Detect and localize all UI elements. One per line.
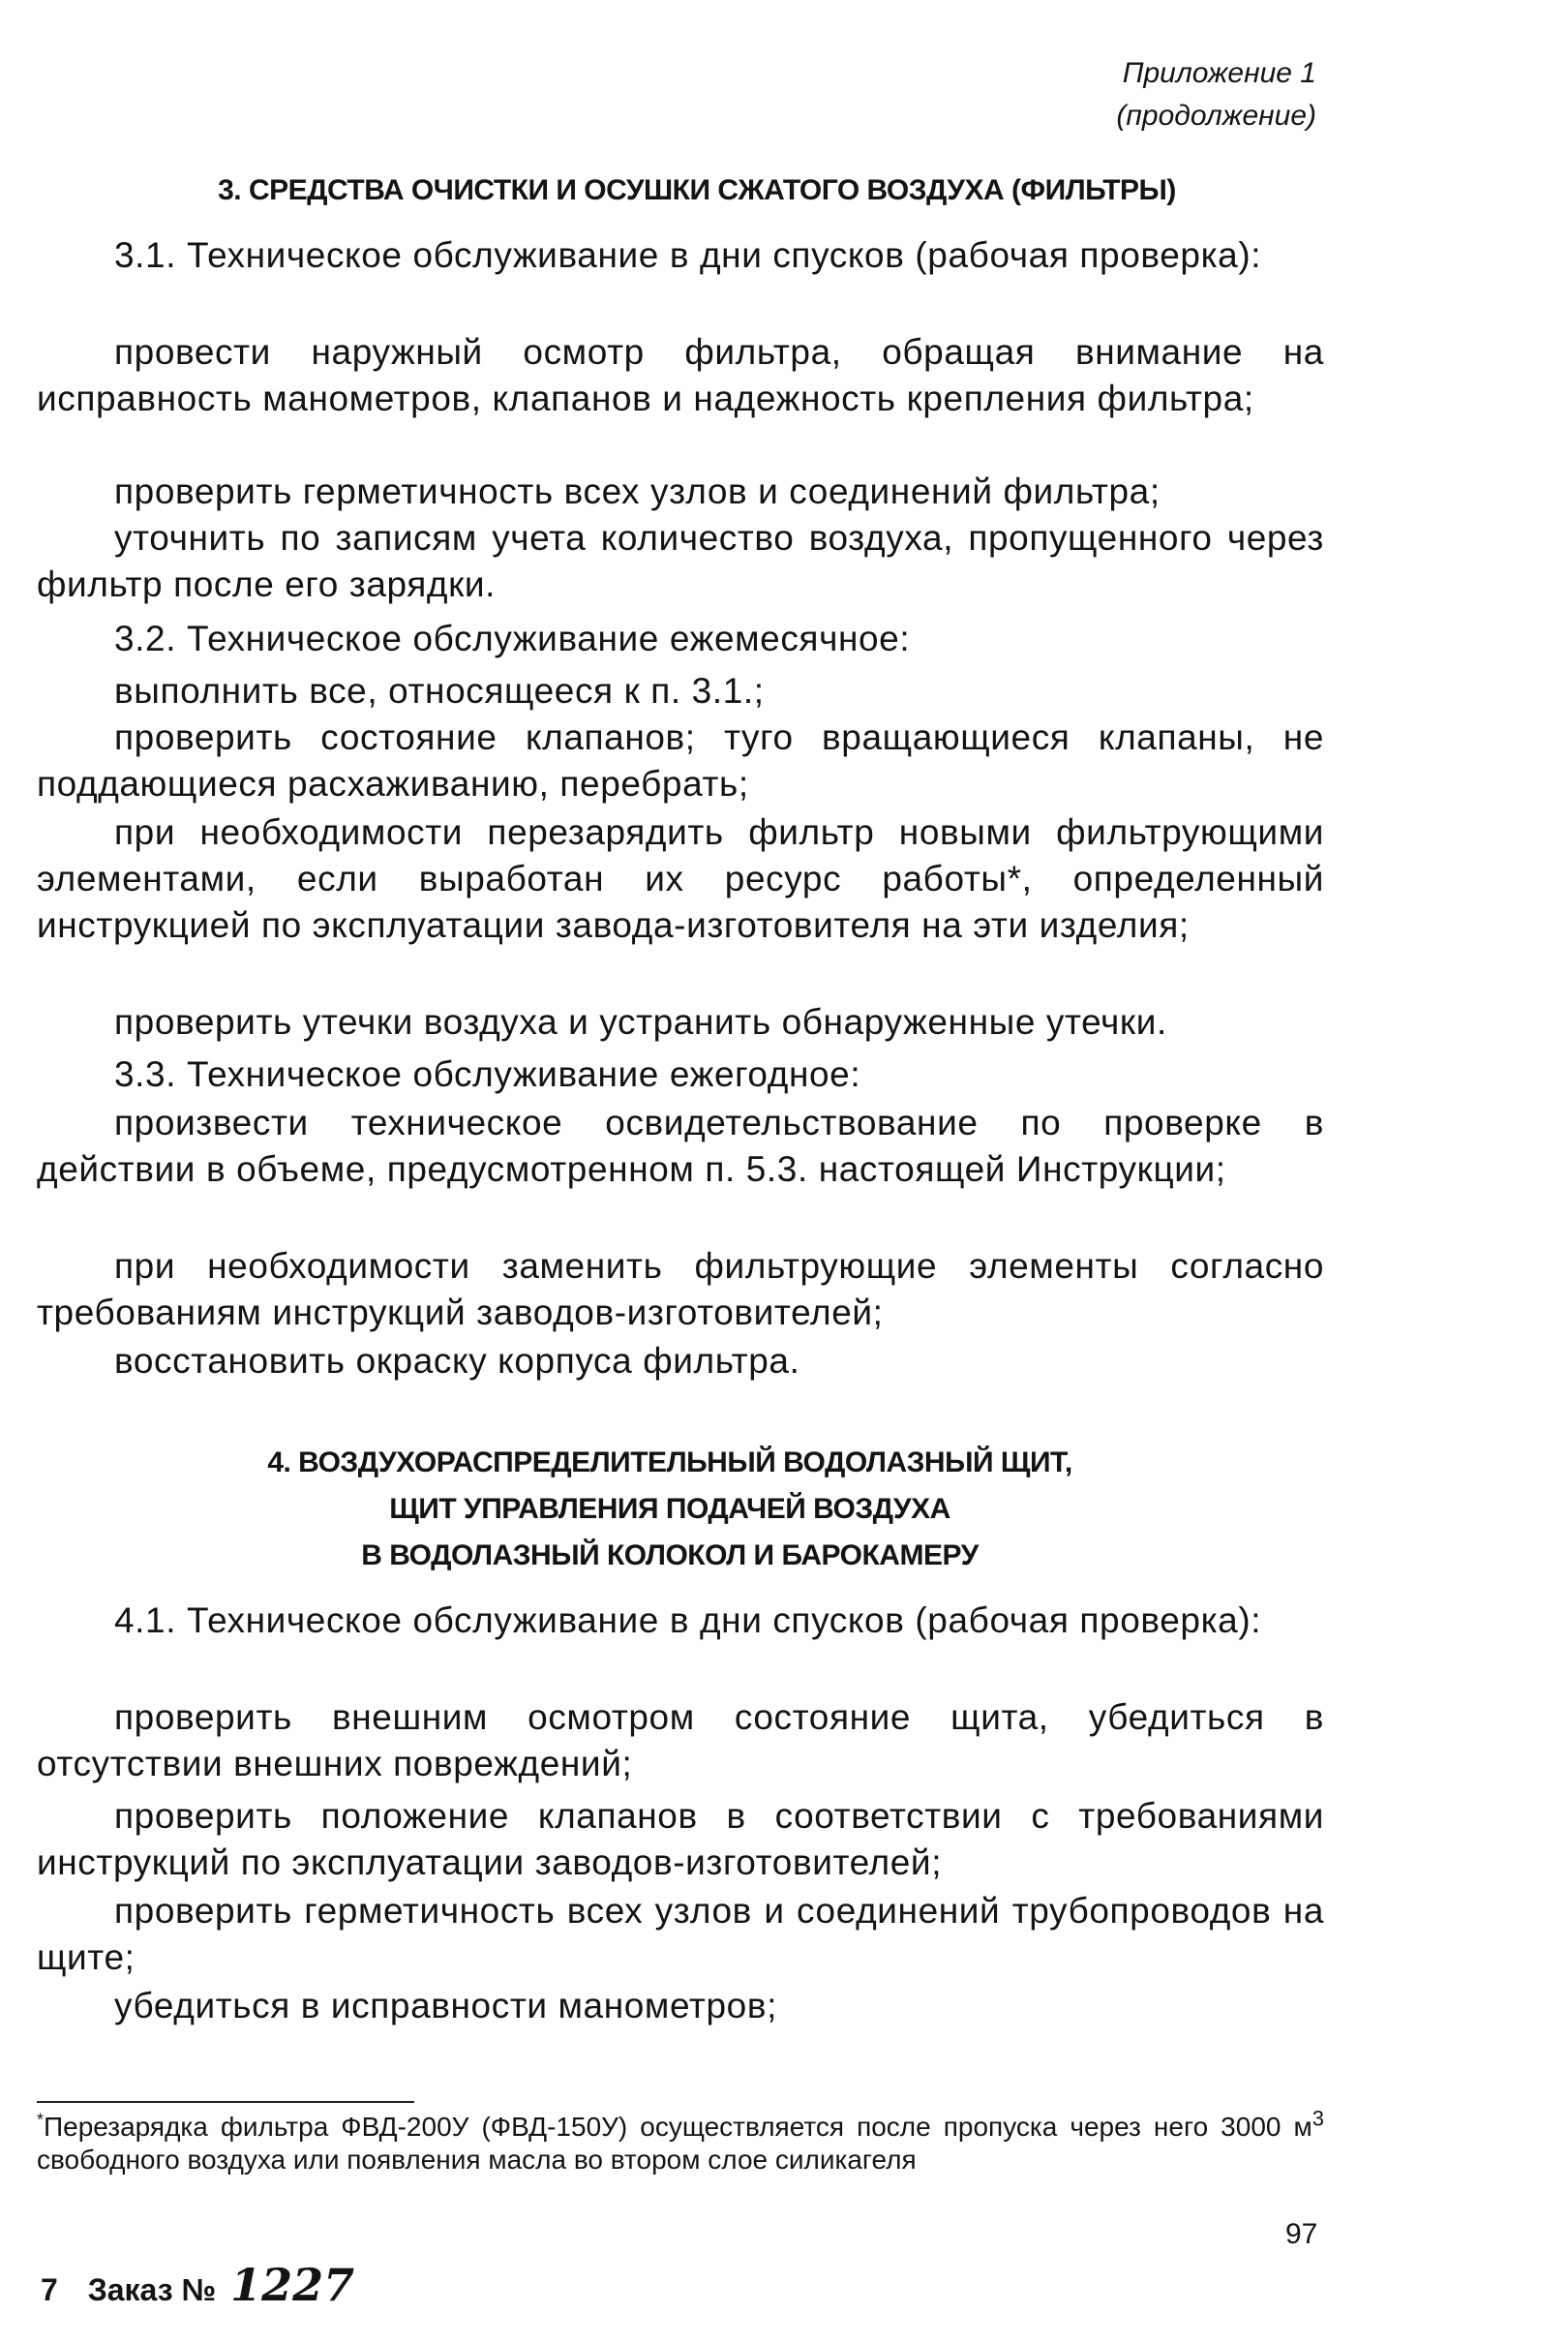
footnote-text-part2: свободного воздуха или появления масла во втором слое силикагеля: [37, 2145, 917, 2175]
section-3-title: 3. СРЕДСТВА ОЧИСТКИ И ОСУШКИ СЖАТОГО ВОЗДУХА (ФИЛЬТРЫ): [218, 174, 1176, 206]
appendix-label-line2: (продолжение): [1116, 100, 1316, 132]
footnote: [37, 2106, 1324, 2177]
section-4-title-line2: ЩИТ УПРАВЛЕНИЯ ПОДАЧЕЙ ВОЗДУХА: [389, 1493, 950, 1525]
paragraph-3-1-c: уточнить по записям учета количество воздуха, пропущенного через фильтр после его зарядки.: [37, 518, 1324, 604]
paragraph-3-3: 3.3. Техническое обслуживание ежегодное:: [114, 1054, 861, 1094]
paragraph-3-1-a: провести наружный осмотр фильтра, обращая внимание на исправность манометров, клапанов и надежность крепления фильтра;: [37, 332, 1324, 418]
paragraph-3-2-a: выполнить все, относящееся к п. 3.1.;: [114, 671, 765, 711]
footnote-text-part1: Перезарядка фильтра ФВД-200У (ФВД-150У) осуществляется после пропуска через него 3000 м: [44, 2112, 1312, 2142]
section-4-title-line3: В ВОДОЛАЗНЫЙ КОЛОКОЛ И БАРОКАМЕРУ: [361, 1539, 979, 1571]
paragraph-3-2-b: проверить состояние клапанов; туго вращающиеся клапаны, не поддающиеся расхаживанию, перебрать;: [37, 717, 1324, 804]
paragraph-3-3-a: произвести техническое освидетельствование по проверке в действии в объеме, предусмотренном п. 5.3. настоящей Инструкции;: [37, 1103, 1324, 1189]
paragraph-4-1-b: проверить положение клапанов в соответствии с требованиями инструкций по эксплуатации заводов-изготовителей;: [37, 1796, 1324, 1882]
paragraph-3-2-d: проверить утечки воздуха и устранить обнаруженные утечки.: [114, 1002, 1167, 1042]
footnote-divider: [37, 2101, 414, 2103]
order-number-handwritten: 1227: [230, 2259, 355, 2311]
paragraph-4-1-a: проверить внешним осмотром состояние щита, убедиться в отсутствии внешних повреждений;: [37, 1697, 1324, 1783]
footnote-marker: *: [37, 2110, 45, 2130]
order-footer: [41, 2259, 355, 2311]
paragraph-3-3-b: при необходимости заменить фильтрующие элементы согласно требованиям инструкций заводов-изготовителей;: [37, 1246, 1324, 1332]
page-number: 97: [1285, 2218, 1318, 2250]
paragraph-3-1-b: проверить герметичность всех узлов и соединений фильтра;: [114, 472, 1161, 511]
appendix-label-line1: Приложение 1: [1122, 57, 1316, 89]
footnote-superscript: 3: [1312, 2106, 1324, 2131]
order-label: Заказ №: [87, 2272, 217, 2307]
paragraph-4-1-d: убедиться в исправности манометров;: [114, 1986, 777, 2025]
sheet-number: 7: [41, 2272, 58, 2307]
paragraph-3-3-c: восстановить окраску корпуса фильтра.: [114, 1341, 800, 1381]
paragraph-3-1: 3.1. Техническое обслуживание в дни спусков (рабочая проверка):: [114, 235, 1262, 275]
section-4-title-line1: 4. ВОЗДУХОРАСПРЕДЕЛИТЕЛЬНЫЙ ВОДОЛАЗНЫЙ ЩИТ,: [267, 1446, 1072, 1478]
paragraph-3-2: 3.2. Техническое обслуживание ежемесячное:: [114, 619, 911, 658]
paragraph-4-1-c: проверить герметичность всех узлов и соединений трубопроводов на щите;: [37, 1891, 1324, 1977]
paragraph-3-2-c: при необходимости перезарядить фильтр новыми фильтрующими элементами, если выработан их ресурс работы*, определенный инструкцией по эксплуатации завода-изготовителя на эти изделия;: [37, 812, 1324, 945]
paragraph-4-1: 4.1. Техническое обслуживание в дни спусков (рабочая проверка):: [114, 1600, 1262, 1640]
